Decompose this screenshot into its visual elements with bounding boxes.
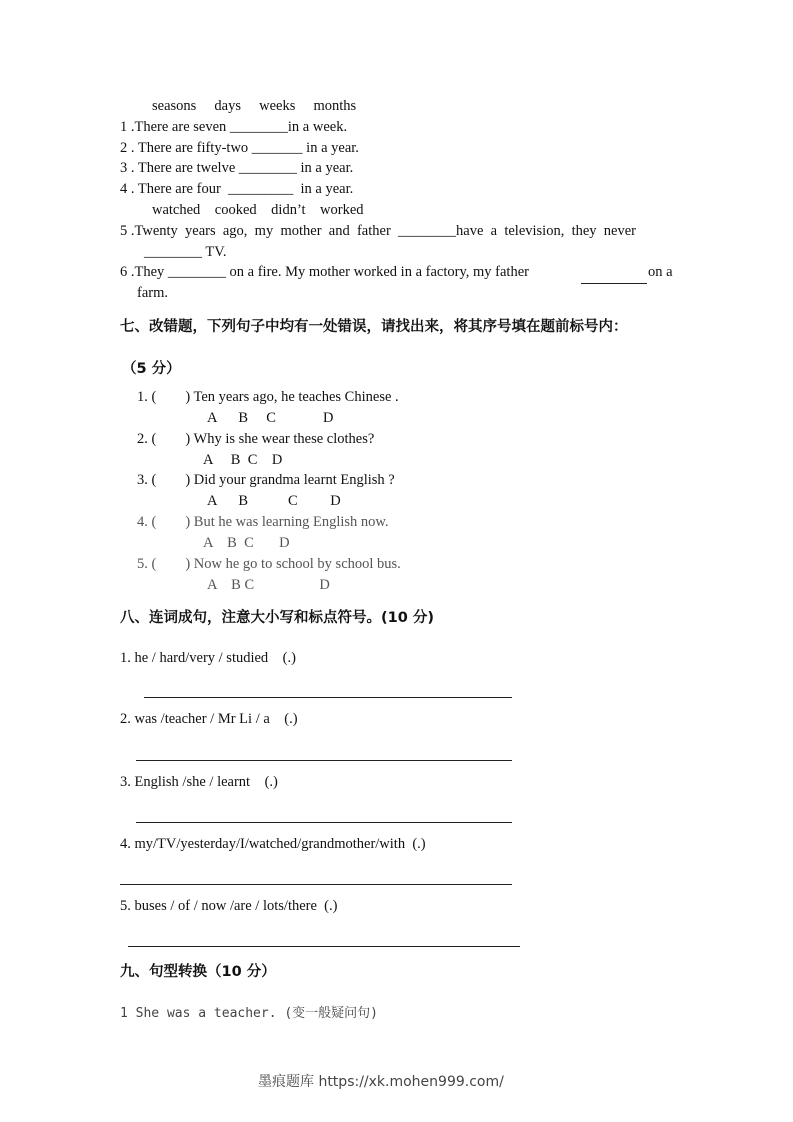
error-question-5: 5. ( ) Now he go to school by school bus. xyxy=(137,556,401,572)
answer-line-4 xyxy=(120,884,512,885)
sentence-question-5: 5. buses / of / now /are / lots/there (.) xyxy=(120,898,338,914)
fill-question-1: 1 .There are seven ________in a week. xyxy=(120,119,348,135)
fill-question-2: 2 . There are fifty-two _______ in a year. xyxy=(120,140,359,156)
footer-watermark: 墨痕题库 https://xk.mohen999.com/ xyxy=(258,1074,504,1090)
word-bank-1: seasons days weeks months xyxy=(152,98,357,114)
error-question-1: 1. ( ) Ten years ago, he teaches Chinese . xyxy=(137,389,399,405)
sentence-question-3: 3. English /she / learnt (.) xyxy=(120,774,278,790)
transform-question-1: 1 She was a teacher. (变一般疑问句) xyxy=(120,1006,379,1021)
error-question-2-options: A B C D xyxy=(203,452,283,468)
error-question-4: 4. ( ) But he was learning English now. xyxy=(137,514,389,530)
fill-question-6-tail: on a xyxy=(648,264,673,280)
section-7-score: （5 分） xyxy=(122,361,181,377)
error-question-1-options: A B C D xyxy=(207,410,334,426)
sentence-question-2: 2. was /teacher / Mr Li / a (.) xyxy=(120,711,298,727)
fill-question-5-line2: ________ TV. xyxy=(144,244,227,260)
sentence-question-4: 4. my/TV/yesterday/I/watched/grandmother/with (.) xyxy=(120,836,426,852)
error-question-3: 3. ( ) Did your grandma learnt English ? xyxy=(137,472,395,488)
section-9-title: 九、句型转换（10 分） xyxy=(120,964,276,980)
fill-question-6-line1: 6 .They ________ on a fire. My mother worked in a factory, my father xyxy=(120,264,529,280)
fill-question-6-line2: farm. xyxy=(137,285,168,301)
word-bank-2: watched cooked didn’t worked xyxy=(152,202,364,218)
section-8-title: 八、连词成句，注意大小写和标点符号。(10 分) xyxy=(120,610,434,626)
section-7-title: 七、改错题，下列句子中均有一处错误，请找出来，将其序号填在题前标号内： xyxy=(120,319,628,335)
answer-blank xyxy=(581,283,647,284)
error-question-4-options: A B C D xyxy=(203,535,290,551)
sentence-question-1: 1. he / hard/very / studied (.) xyxy=(120,650,296,666)
error-question-3-options: A B C D xyxy=(207,493,341,509)
answer-line-5 xyxy=(128,946,520,947)
answer-line-3 xyxy=(136,822,512,823)
fill-question-4: 4 . There are four _________ in a year. xyxy=(120,181,354,197)
fill-question-3: 3 . There are twelve ________ in a year. xyxy=(120,160,354,176)
answer-line-2 xyxy=(136,760,512,761)
fill-question-5-line1: 5 .Twenty years ago, my mother and father ________have a television, they never xyxy=(120,223,637,239)
answer-line-1 xyxy=(144,697,512,698)
error-question-5-options: A B C D xyxy=(207,577,330,593)
error-question-2: 2. ( ) Why is she wear these clothes? xyxy=(137,431,375,447)
